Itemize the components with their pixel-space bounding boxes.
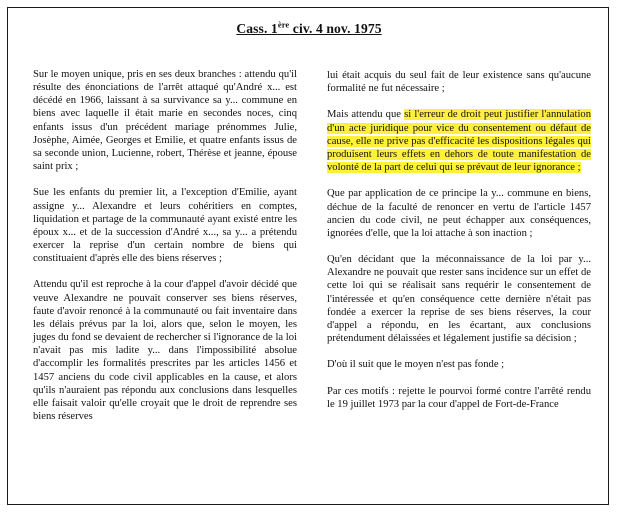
paragraph-with-highlight [327,108,591,174]
case-title-superscript: ère [277,19,290,30]
highlighted-passage: si l'erreur de droit peut justifier l'annulation d'un acte juridique pour vice du consentement ou défaut de cause, elle ne prive pas d'efficacité les dispositions légales qui produisent leurs effets en dehors de toute manifestation de volonté de la part de celui qui se prévaut de leur ignorance ; [327,109,591,174]
paragraph: Qu'en décidant que la méconnaissance de la loi par y... Alexandre ne pouvait que rester sans incidence sur un effet de cette loi qui se réalisait sans requérir le consentement de l'intéressée et qu'en conséquence cette dernière n'était pas fondée a exercer la reprise de ses biens réserves, la cour d'appel a répondu, en les écartant, aux conclusions prétendument délaissées et légalement justifie sa décision ; [327,254,591,345]
paragraph-lead: Mais attendu que [327,109,405,121]
paragraph: Par ces motifs : rejette le pourvoi formé contre l'arrêté rendu le 19 juillet 1973 par la cour d'appel de Fort-de-France [327,385,591,410]
case-title [0,21,618,37]
paragraph: D'où il suit que le moyen n'est pas fonde ; [327,359,505,371]
paragraph: lui était acquis du seul fait de leur existence sans qu'aucune formalité ne fut nécessaire ; [327,70,591,95]
left-column [33,68,297,436]
case-title-prefix: Cass. 1 [236,21,278,36]
right-column [327,69,591,424]
case-title-suffix: civ. 4 nov. 1975 [289,21,382,36]
paragraph: Sue les enfants du premier lit, a l'exception d'Emilie, ayant assigne y... Alexandre et leurs cohéritiers en comptes, liquidation et partage de la communauté ayant existé entre les époux x... et de la succession d'André x..., sa y... a prétendu exercer la reprise d'un certain nombre de biens qui constituaient d'après elle des biens réserves ; [33,187,297,265]
paragraph: Attendu qu'il est reproche à la cour d'appel d'avoir décidé que veuve Alexandre ne pouvait conserver ses biens réserves, faute d'avoir renoncé à la communauté ou fait inventaire dans les délais prévus par la loi, alors que, selon le moyen, les juges du fond se devaient de rechercher si l'ignorance de la loi n'avait pas mis ladite y... dans l'impossibilité absolue d'accomplir les formalités prescrites par les articles 1456 et 1457 anciens du code civil applicables en la cause, et alors qu'ils n'auraient pas répondu aux conclusions dans lesquelles elle faisait valoir qu'elle croyait que le droit de reprendre ses biens réserves [33,279,297,423]
paragraph: Que par application de ce principe la y... commune en biens, déchue de la faculté de renoncer en vertu de l'article 1457 ancien du code civil, ne peut échapper aux conséquences, ignorées d'elle, que la loi attache à son inaction ; [327,188,591,239]
paragraph: Sur le moyen unique, pris en ses deux branches : attendu qu'il résulte des énonciations de l'arrêt attaqué qu'André x... est décédé en 1966, laissant à sa survivance sa y... commune en biens avec laquelle il était marie en secondes noces, cinq enfants issus d'un précédent mariage prénommes Julie, Josèphe, Aimée, Georges et Emilie, et quatre enfants issus de sa seconde union, Lucienne, robert, Thérèse et jeanne, épouse saint prix ; [33,69,297,173]
